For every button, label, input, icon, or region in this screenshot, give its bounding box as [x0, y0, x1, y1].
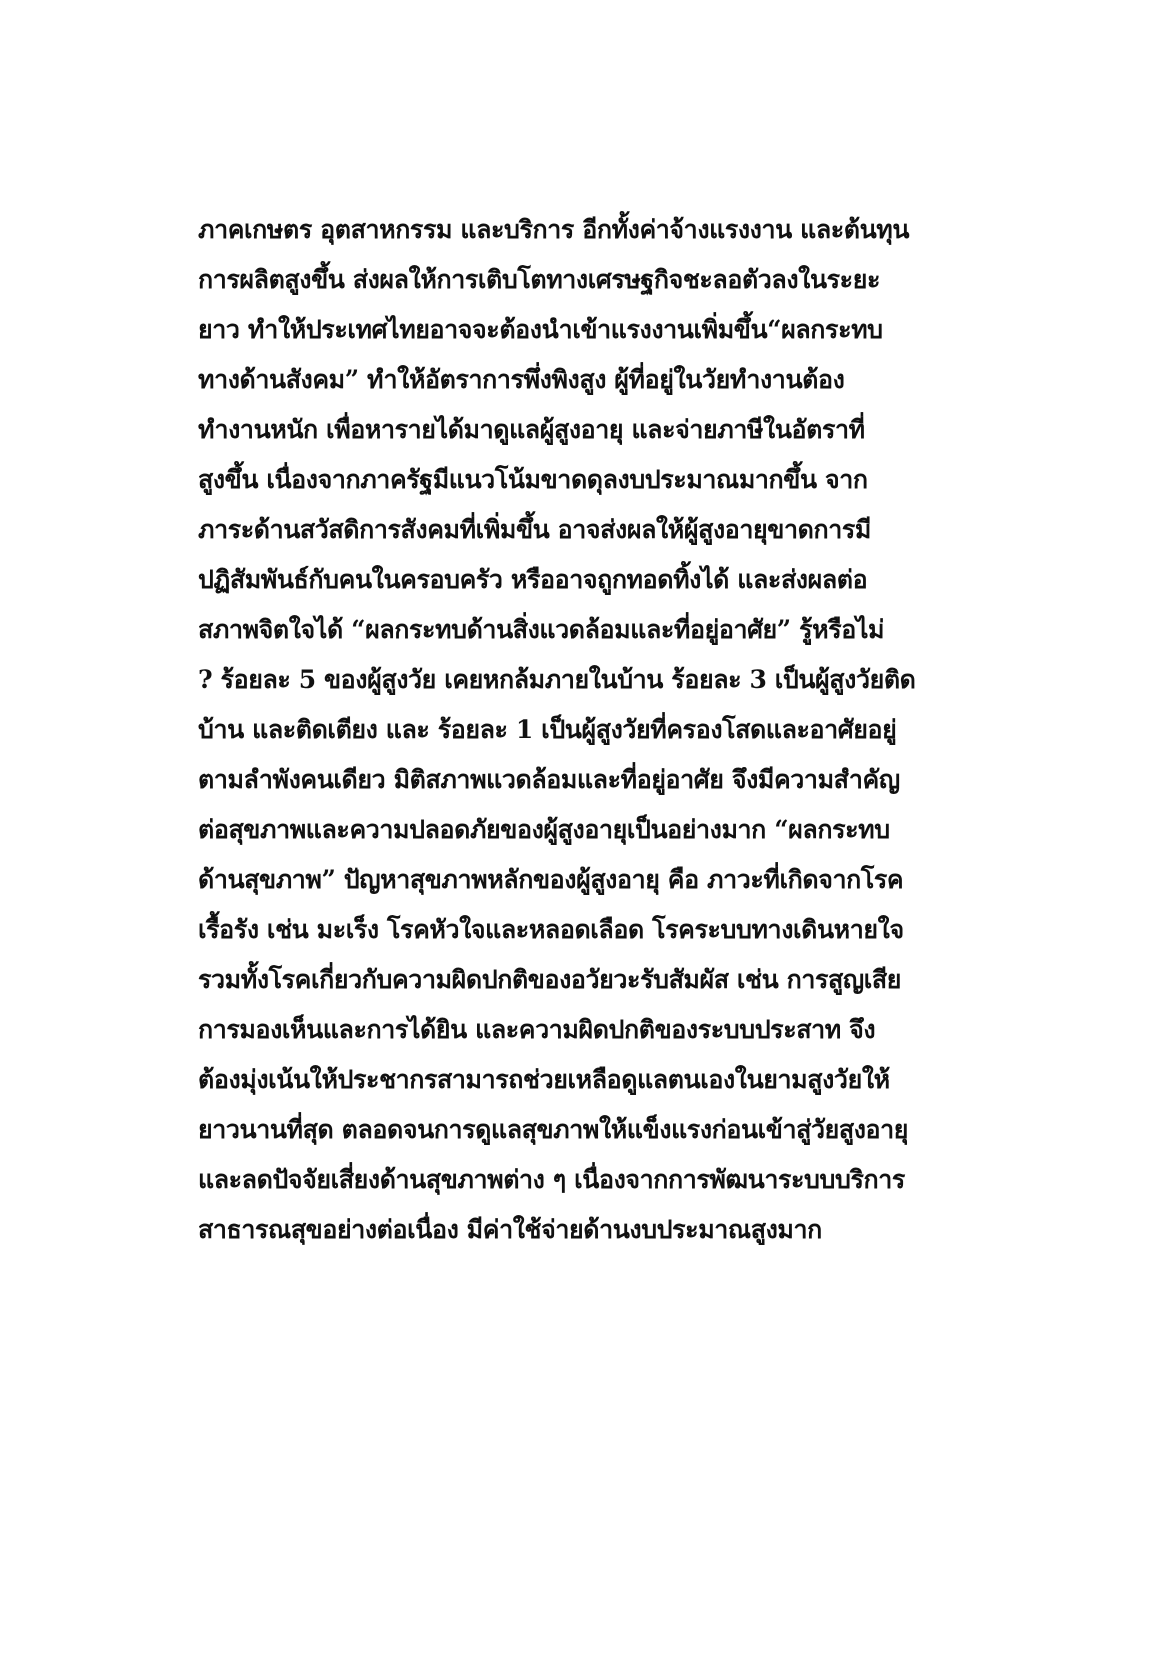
- paragraph-line: สาธารณสุขอย่างต่อเนื่อง มีค่าใช้จ่ายด้านงบประมาณสูงมาก: [198, 1215, 822, 1244]
- paragraph-line: การมองเห็นและการได้ยิน และความผิดปกติของระบบประสาท จึง: [198, 1015, 876, 1044]
- paragraph-line: การผลิตสูงขึ้น ส่งผลให้การเติบโตทางเศรษฐกิจชะลอตัวลงในระยะ: [198, 265, 880, 294]
- paragraph-line: ต่อสุขภาพและความปลอดภัยของผู้สูงอายุเป็นอย่างมาก “ผลกระทบ: [198, 815, 890, 844]
- paragraph-line: ยาว ทำให้ประเทศไทยอาจจะต้องนำเข้าแรงงานเพิ่มขึ้น“ผลกระทบ: [198, 315, 883, 344]
- paragraph-line: บ้าน และติดเตียง และ ร้อยละ 1 เป็นผู้สูงวัยที่ครองโสดและอาศัยอยู่: [198, 715, 897, 744]
- paragraph-line: ? ร้อยละ 5 ของผู้สูงวัย เคยหกล้มภายในบ้าน ร้อยละ 3 เป็นผู้สูงวัยติด: [198, 665, 916, 694]
- paragraph-line: และลดปัจจัยเสี่ยงด้านสุขภาพต่าง ๆ เนื่องจากการพัฒนาระบบบริการ: [198, 1165, 905, 1194]
- paragraph-line: ภาระด้านสวัสดิการสังคมที่เพิ่มขึ้น อาจส่งผลให้ผู้สูงอายุขาดการมี: [198, 515, 871, 544]
- paragraph-line: สูงขึ้น เนื่องจากภาครัฐมีแนวโน้มขาดดุลงบประมาณมากขึ้น จาก: [198, 465, 868, 494]
- paragraph-line: ทำงานหนัก เพื่อหารายได้มาดูแลผู้สูงอายุ และจ่ายภาษีในอัตราที่: [198, 415, 865, 444]
- paragraph-line: ปฏิสัมพันธ์กับคนในครอบครัว หรืออาจถูกทอดทิ้งได้ และส่งผลต่อ: [198, 565, 868, 594]
- body-paragraph: [198, 205, 978, 1255]
- paragraph-line: ต้องมุ่งเน้นให้ประชากรสามารถช่วยเหลือดูแลตนเองในยามสูงวัยให้: [198, 1065, 890, 1094]
- paragraph-line: ภาคเกษตร อุตสาหกรรม และบริการ อีกทั้งค่าจ้างแรงงาน และต้นทุน: [198, 215, 910, 244]
- paragraph-line: ตามลำพังคนเดียว มิติสภาพแวดล้อมและที่อยู่อาศัย จึงมีความสำคัญ: [198, 765, 900, 794]
- paragraph-line: ด้านสุขภาพ” ปัญหาสุขภาพหลักของผู้สูงอายุ คือ ภาวะที่เกิดจากโรค: [198, 865, 904, 894]
- paragraph-line: สภาพจิตใจได้ “ผลกระทบด้านสิ่งแวดล้อมและที่อยู่อาศัย” รู้หรือไม่: [198, 615, 885, 644]
- paragraph-line: ทางด้านสังคม” ทำให้อัตราการพึ่งพิงสูง ผู้ที่อยู่ในวัยทำงานต้อง: [198, 365, 845, 394]
- paragraph-line: ยาวนานที่สุด ตลอดจนการดูแลสุขภาพให้แข็งแรงก่อนเข้าสู่วัยสูงอายุ: [198, 1115, 909, 1144]
- paragraph-line: เรื้อรัง เช่น มะเร็ง โรคหัวใจและหลอดเลือด โรคระบบทางเดินหายใจ: [198, 915, 904, 944]
- paragraph-line: รวมทั้งโรคเกี่ยวกับความผิดปกติของอวัยวะรับสัมผัส เช่น การสูญเสีย: [198, 965, 902, 994]
